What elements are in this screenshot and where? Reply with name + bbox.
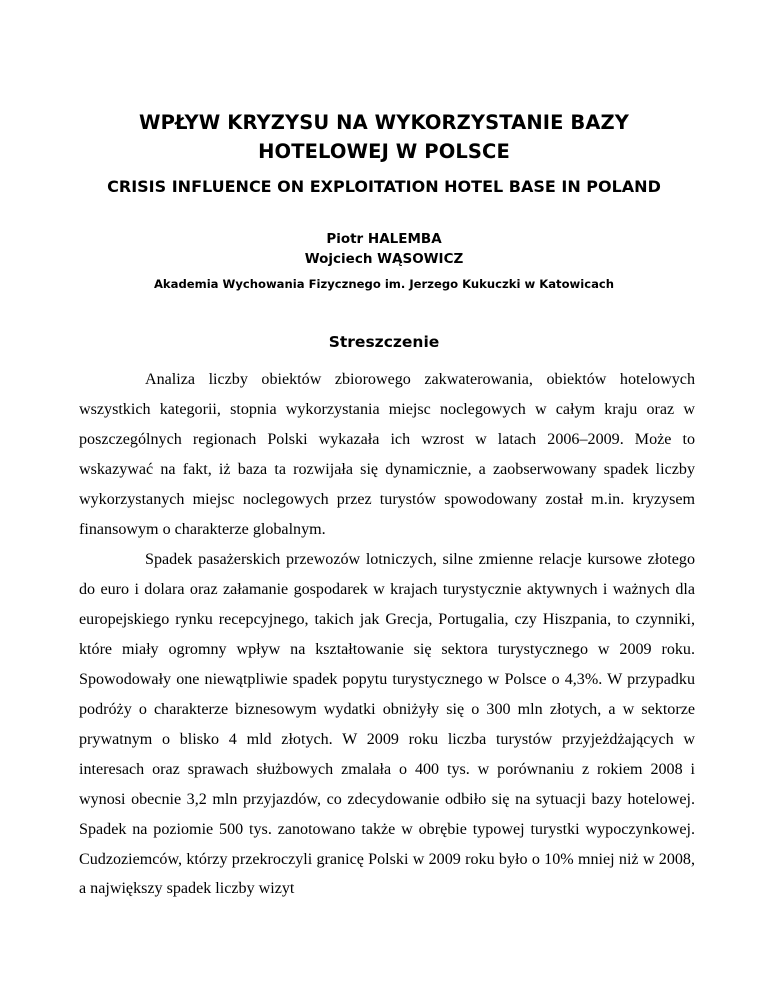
paper-title: [80, 108, 688, 166]
author-name: Wojciech WĄSOWICZ: [304, 251, 464, 267]
paper-title-line-1: WPŁYW KRYZYSU NA WYKORZYSTANIE BAZY: [138, 111, 630, 134]
author-name: Piotr HALEMBA: [326, 231, 442, 247]
paper-title-line-2: HOTELOWEJ W POLSCE: [258, 140, 510, 163]
section-heading-abstract: Streszczenie: [328, 333, 440, 351]
author-affiliation: Akademia Wychowania Fizycznego im. Jerzego Kukuczki w Katowicach: [153, 277, 615, 291]
abstract-body: [79, 365, 695, 904]
abstract-paragraph: Analiza liczby obiektów zbiorowego zakwaterowania, obiektów hotelowych wszystkich kategorii, stopnia wykorzystania miejsc noclegowych w całym kraju oraz w poszczególnych regionach Polski wykazała ich wzrost w latach 2006–2009. Może to wskazywać na fakt, iż baza ta rozwijała się dynamicznie, a zaobserwowany spadek liczby wykorzystanych miejsc noclegowych przez turystów spowodowany został m.in. kryzysem finansowym o charakterze globalnym.: [79, 371, 695, 538]
paper-subtitle: CRISIS INFLUENCE ON EXPLOITATION HOTEL BASE IN POLAND: [107, 177, 661, 196]
abstract-paragraph: Spadek pasażerskich przewozów lotniczych, silne zmienne relacje kursowe złotego do euro i dolara oraz załamanie gospodarek w krajach turystycznie aktywnych i ważnych dla europejskiego rynku recepcyjnego, takich jak Grecja, Portugalia, czy Hiszpania, to czynniki, które miały ogromny wpływ na kształtowanie się sektora turystycznego w 2009 roku. Spowodowały one niewątpliwie spadek popytu turystycznego w Polsce o 4,3%. W przypadku podróży o charakterze biznesowym wydatki obniżyły się o 300 mln złotych, a w sektorze prywatnym o blisko 4 mld złotych. W 2009 roku liczba turystów przyjeżdżających w interesach oraz sprawach służbowych zmalała o 400 tys. w porównaniu z rokiem 2008 i wynosi obecnie 3,2 mln przyjazdów, co zdecydowanie odbiło się na sytuacji bazy hotelowej. Spadek na poziomie 500 tys. zanotowano także w obrębie typowej turystki wypoczynkowej. Cudzoziemców, którzy przekroczyli granicę Polski w 2009 roku było o 10% mniej niż w 2008, a największy spadek liczby wizyt: [79, 551, 695, 898]
